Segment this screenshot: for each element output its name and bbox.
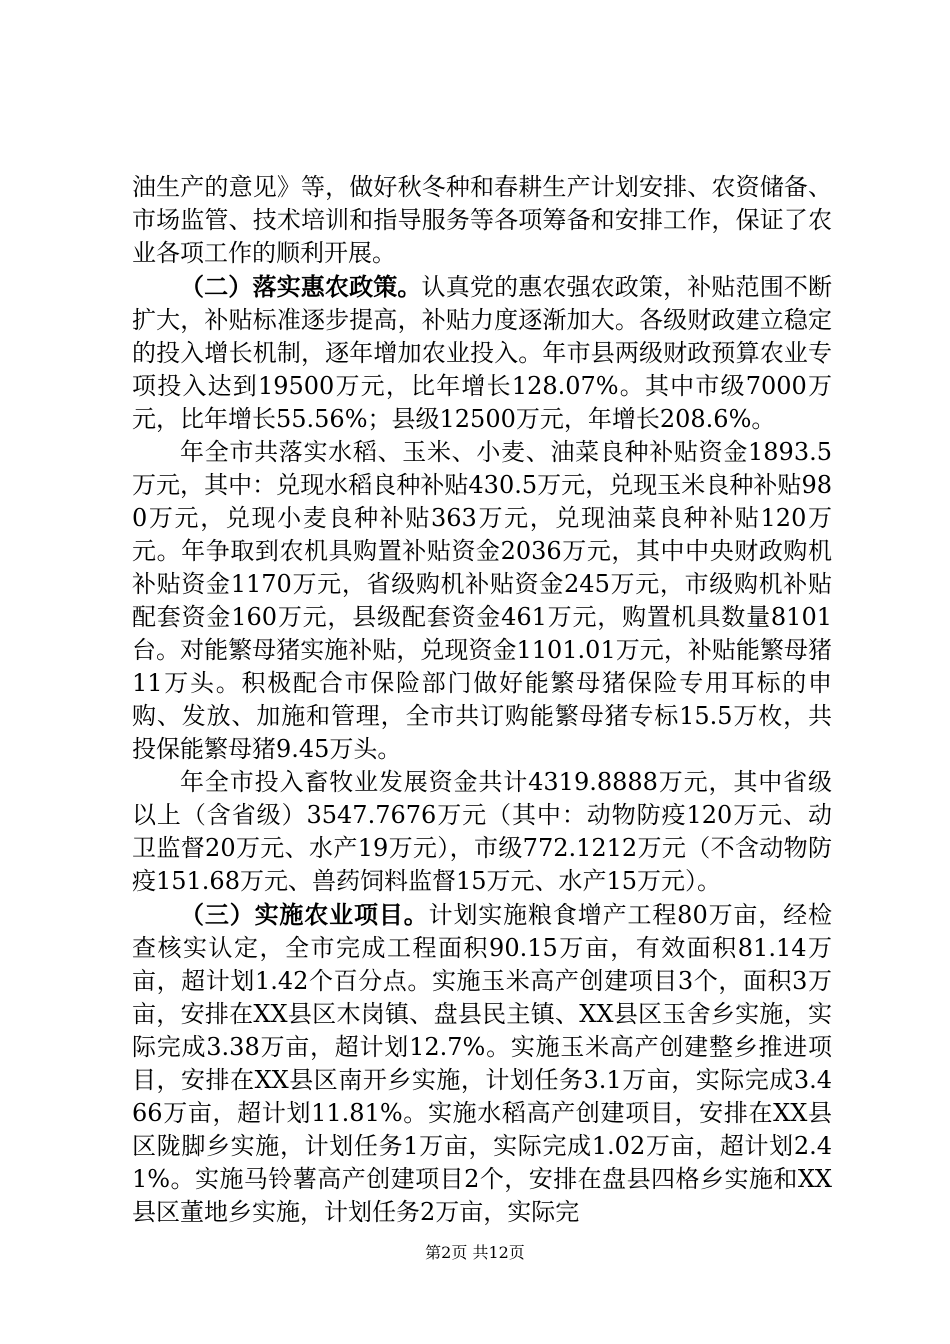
paragraph-text: 认真党的惠农强农政策，补贴范围不断扩大，补贴标准逐步提高，补贴力度逐渐加大。各级财政建立稳定的投入增长机制，逐年增加农业投入。年市县两级财政预算农业专项投入达到19500万元，比年增长128.07%。其中市级7000万元，比年增长55.56%；县级12500万元，年增长208.6%。 [132, 273, 833, 433]
paragraph-subsidies [132, 436, 832, 766]
document-body [132, 171, 832, 1229]
paragraph-text: 油生产的意见》等，做好秋冬种和春耕生产计划安排、农资储备、市场监管、技术培训和指导服务等各项筹备和安排工作，保证了农业各项工作的顺利开展。 [132, 173, 832, 267]
paragraph-section-3 [132, 898, 832, 1229]
page-number-footer: 第2页 共12页 [425, 1243, 525, 1262]
paragraph-text: 计划实施粮食增产工程80万亩，经检查核实认定，全市完成工程面积90.15万亩，有效面积81.14万亩，超计划1.42个百分点。实施玉米高产创建项目3个，面积3万亩，安排在XX县区木岗镇、盘县民主镇、XX县区玉舍乡实施，实际完成3.38万亩，超计划12.7%。实施玉米高产创建整乡推进项目，安排在XX县区南开乡实施，计划任务3.1万亩，实际完成3.466万亩，超计划11.81%。实施水稻高产创建项目，安排在XX县区陇脚乡实施，计划任务1万亩，实际完成1.02万亩，超计划2.41%。实施马铃薯高产创建项目2个，安排在盘县四格乡实施和XX县区董地乡实施，计划任务2万亩，实际完 [132, 901, 833, 1226]
section-heading: （三）实施农业项目。 [180, 900, 429, 929]
paragraph-text: 年全市共落实水稻、玉米、小麦、油菜良种补贴资金1893.5万元，其中：兑现水稻良种补贴430.5万元，兑现玉米良种补贴980万元，兑现小麦良种补贴363万元，兑现油菜良种补贴120万元。年争取到农机具购置补贴资金2036万元，其中中央财政购机补贴资金1170万元，省级购机补贴资金245万元，市级购机补贴配套资金160万元，县级配套资金461万元，购置机具数量8101台。对能繁母猪实施补贴，兑现资金1101.01万元，补贴能繁母猪11万头。积极配合市保险部门做好能繁母猪保险专用耳标的申购、发放、加施和管理，全市共订购能繁母猪专标15.5万枚，共投保能繁母猪9.45万头。 [132, 438, 832, 763]
paragraph-section-2 [132, 270, 832, 436]
paragraph-continuation [132, 171, 832, 270]
paragraph-text: 年全市投入畜牧业发展资金共计4319.8888万元，其中省级以上（含省级）3547.7676万元（其中：动物防疫120万元、动卫监督20万元、水产19万元），市级772.1212万元（不含动物防疫151.68万元、兽药饲料监督15万元、水产15万元）。 [132, 768, 832, 895]
paragraph-livestock-funds [132, 766, 832, 898]
section-heading: （二）落实惠农政策。 [180, 272, 422, 301]
